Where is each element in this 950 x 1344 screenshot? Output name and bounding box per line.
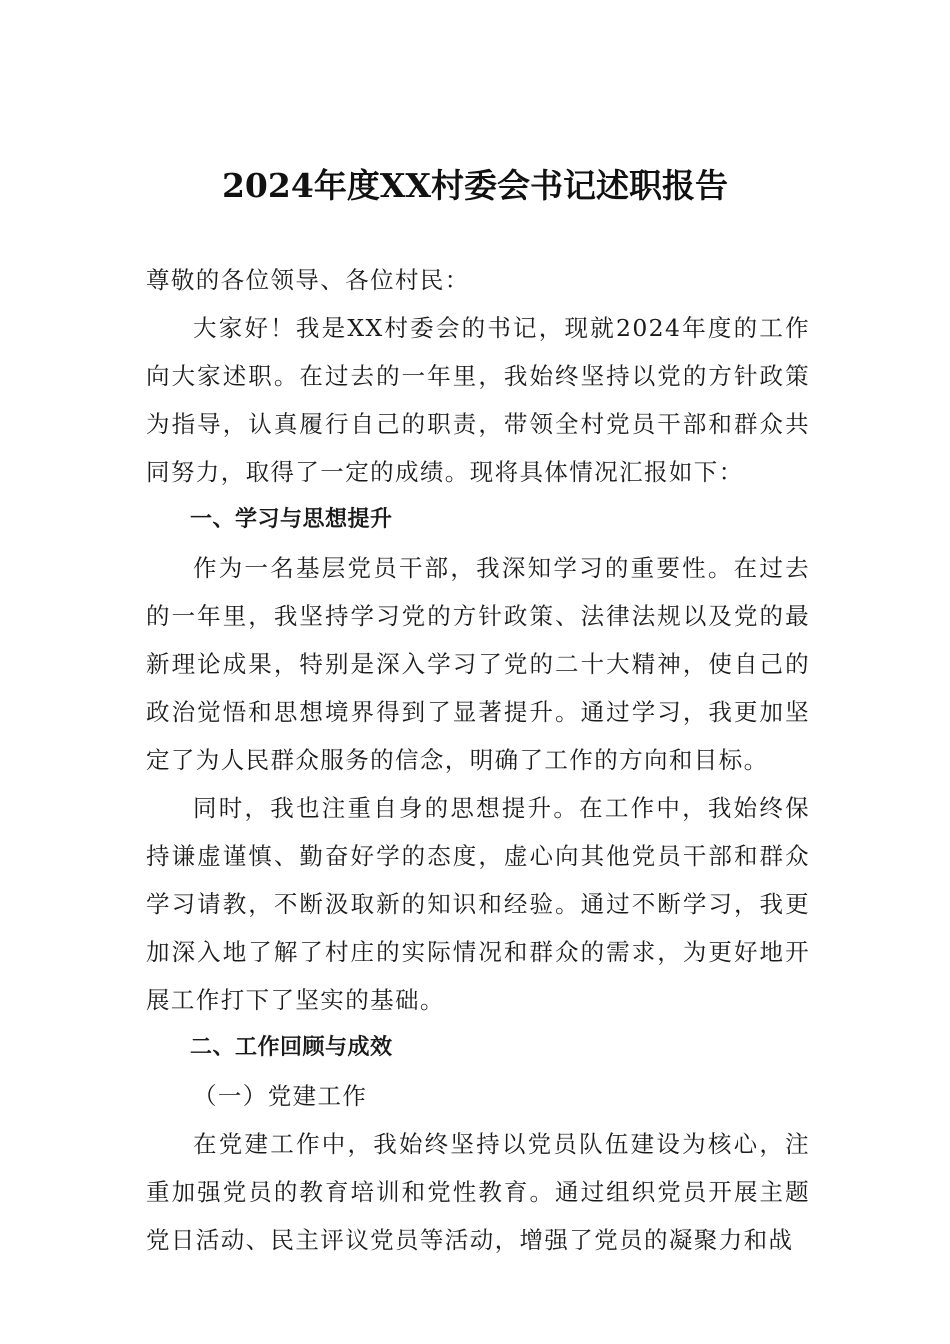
paragraph-party-building-1: 在党建工作中，我始终坚持以党员队伍建设为核心，注重加强党员的教育培训和党性教育。通过组织党员开展主题党日活动、民主评议党员等活动，增强了党员的凝聚力和战 [146,1130,810,1254]
paragraph-study-1: 作为一名基层党员干部，我深知学习的重要性。在过去的一年里，我坚持学习党的方针政策、法律法规以及党的最新理论成果，特别是深入学习了党的二十大精神，使自己的政治觉悟和思想境界得到了显著提升。通过学习，我更加坚定了为人民群众服务的信念，明确了工作的方向和目标。 [146,554,810,774]
section-heading-study: 一、学习与思想提升 [190,507,393,532]
salutation: 尊敬的各位领导、各位村民： [146,266,470,294]
document-title: 2024年度XX村委会书记述职报告 [221,166,729,205]
section-heading-review: 二、工作回顾与成效 [190,1035,393,1060]
subsection-heading-party-building: （一）党建工作 [193,1082,368,1110]
paragraph-study-2: 同时，我也注重自身的思想提升。在工作中，我始终保持谦虚谨慎、勤奋好学的态度，虚心向其他党员干部和群众学习请教，不断汲取新的知识和经验。通过不断学习，我更加深入地了解了村庄的实际情况和群众的需求，为更好地开展工作打下了坚实的基础。 [146,794,810,1014]
paragraph-intro: 大家好！我是XX村委会的书记，现就2024年度的工作向大家述职。在过去的一年里，我始终坚持以党的方针政策为指导，认真履行自己的职责，带领全村党员干部和群众共同努力，取得了一定的成绩。现将具体情况汇报如下： [146,314,810,486]
document-body [146,256,810,1264]
